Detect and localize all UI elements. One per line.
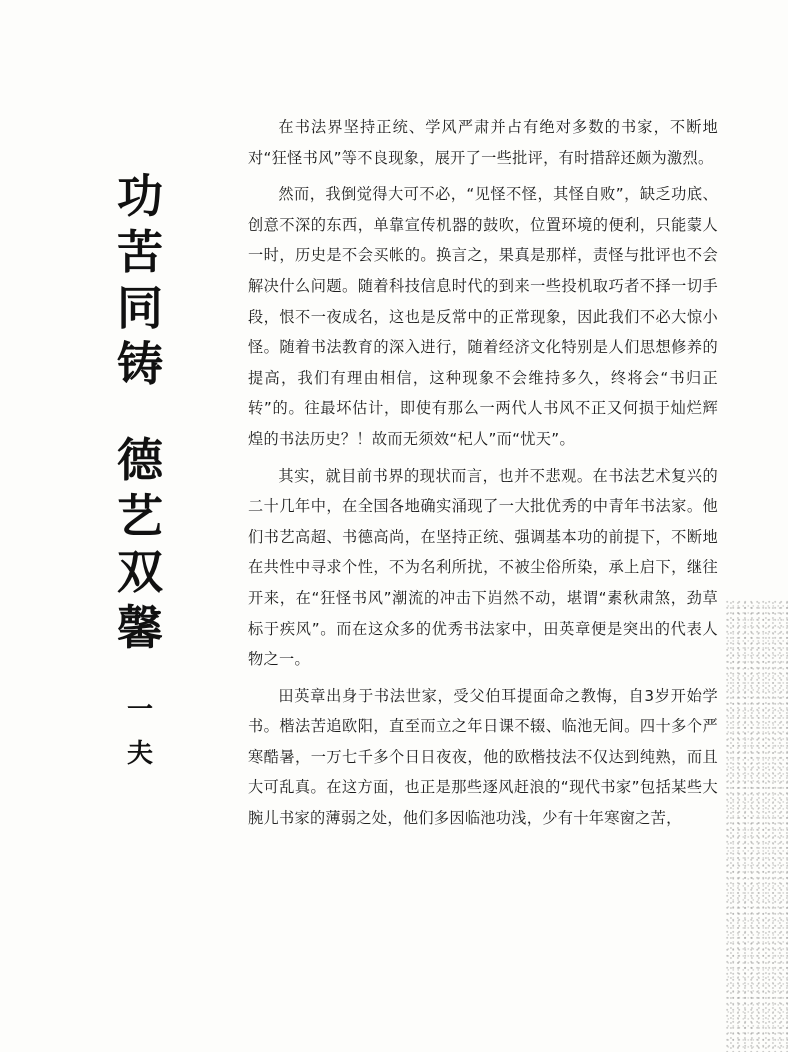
title-char: 铸 (117, 337, 163, 391)
scan-noise (726, 600, 788, 1052)
title-char: 双 (117, 545, 163, 599)
author-name (120, 688, 160, 776)
title-char: 艺 (117, 489, 163, 543)
title-char: 德 (117, 433, 163, 487)
paragraph: 在书法界坚持正统、学风严肃并占有绝对多数的书家，不断地对“狂怪书风”等不良现象，展开了一些批评，有时措辞还颇为激烈。 (248, 118, 718, 167)
vertical-title-part-1 (110, 168, 170, 392)
author-char: 一 (126, 695, 153, 725)
title-char: 馨 (117, 601, 163, 655)
paragraph: 田英章出身于书法世家，受父伯耳提面命之教悔，自3岁开始学书。楷法苦追欧阳，直至而立之年日课不辍、临池无间。四十多个严寒酷暑，一万七千多个日日夜夜，他的欧楷技法不仅达到纯熟，而且大可乱真。在这方面，也正是那些逐风赶浪的“现代书家”包括某些大腕儿书家的薄弱之处，他们多因临池功浅，少有十年寒窗之苦， (248, 686, 718, 828)
title-char: 苦 (117, 225, 163, 279)
author-char: 夫 (126, 739, 153, 769)
vertical-title-part-2 (110, 432, 170, 656)
article-body (248, 112, 718, 834)
title-char: 同 (117, 281, 163, 335)
title-char: 功 (117, 169, 163, 223)
paragraph: 其实，就目前书界的现状而言，也并不悲观。在书法艺术复兴的二十几年中，在全国各地确实涌现了一大批优秀的中青年书法家。他们书艺高超、书德高尚，在坚持正统、强调基本功的前提下，不断地在共性中寻求个性，不为名利所扰，不被尘俗所染，承上启下，继往开来，在“狂怪书风”潮流的冲击下岿然不动，堪谓“素秋肃煞，劲草标于疾风”。而在这众多的优秀书法家中，田英章便是突出的代表人物之一。 (248, 466, 718, 669)
paragraph: 然而，我倒觉得大可不必，“见怪不怪，其怪自败”，缺乏功底、创意不深的东西，单靠宣传机器的鼓吹，位置环境的便利，只能蒙人一时，历史是不会买帐的。换言之，果真是那样，责怪与批评也不会解决什么问题。随着科技信息时代的到来一些投机取巧者不择一切手段，恨不一夜成名，这也是反常中的正常现象，因此我们不必大惊小怪。随着书法教育的深入进行，随着经济文化特别是人们思想修养的提高，我们有理由相信，这种现象不会维持多久，终将会“书归正转”的。往最坏估计，即使有那么一两代人书风不正又何损于灿烂辉煌的书法历史？！故而无须效“杞人”而“忧天”。 (248, 185, 718, 448)
